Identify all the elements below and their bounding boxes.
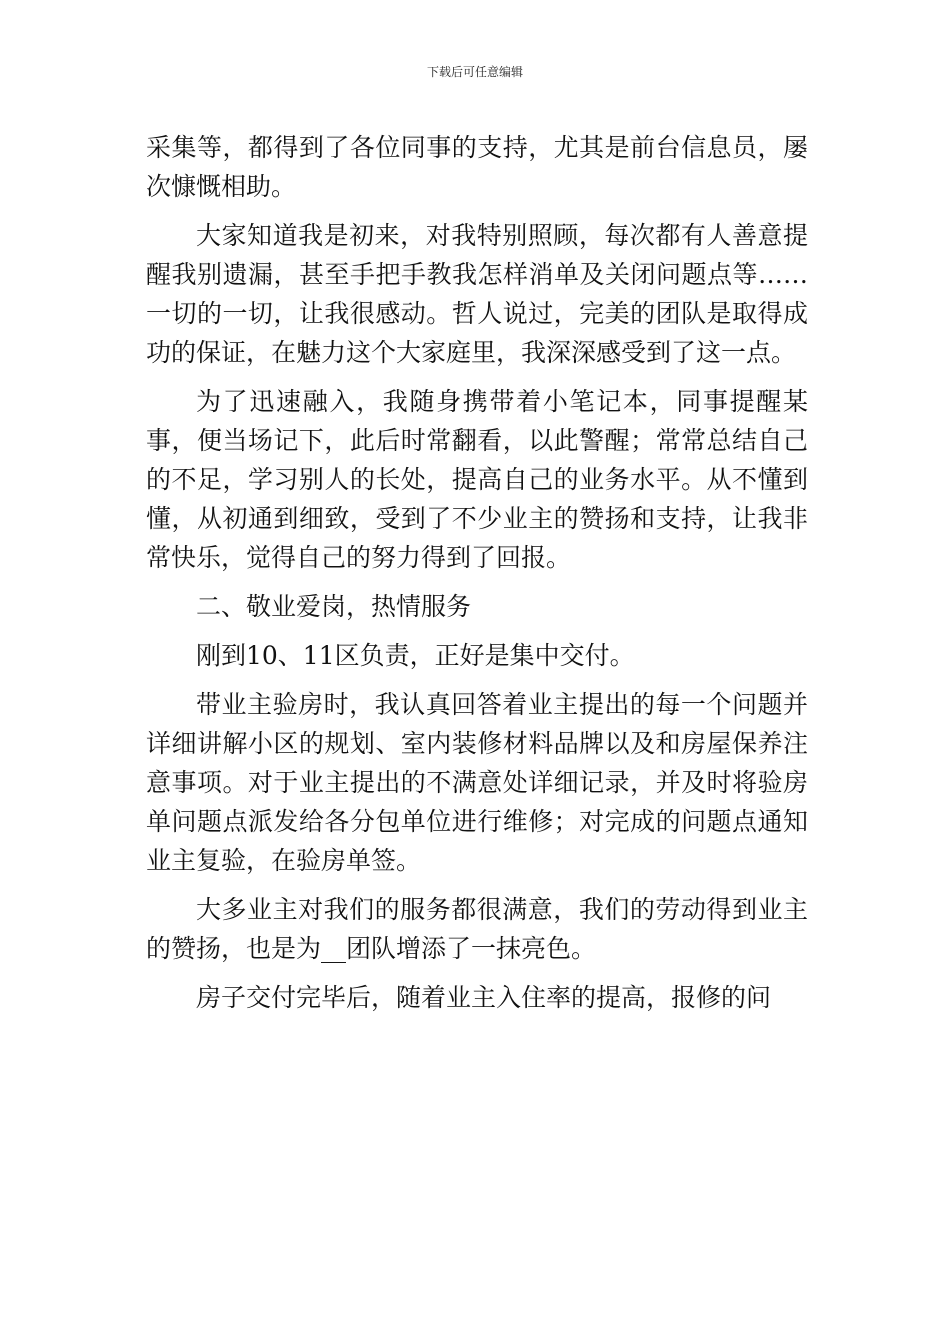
page-header: 下载后可任意编辑	[426, 65, 523, 79]
paragraph: 大家知道我是初来，对我特别照顾，每次都有人善意提醒我别遗漏，甚至手把手教我怎样消单及关闭问题点等……一切的一切，让我很感动。哲人说过，完美的团队是取得成功的保证，在魅力这个大家庭里，我深深感受到了这一点。	[146, 221, 808, 367]
document-body	[146, 128, 808, 1027]
paragraph: 为了迅速融入，我随身携带着小笔记本，同事提醒某事，便当场记下，此后时常翻看，以此警醒；常常总结自己的不足，学习别人的长处，提高自己的业务水平。从不懂到懂，从初通到细致，受到了不少业主的赞扬和支持，让我非常快乐，觉得自己的努力得到了回报。	[146, 387, 808, 572]
paragraph: 带业主验房时，我认真回答着业主提出的每一个问题并详细讲解小区的规划、室内装修材料品牌以及和房屋保养注意事项。对于业主提出的不满意处详细记录，并及时将验房单问题点派发给各分包单位进行维修；对完成的问题点通知业主复验，在验房单签。	[146, 690, 808, 875]
section-heading: 二、敬业爱岗，热情服务	[196, 592, 472, 621]
paragraph: 刚到10、11区负责，正好是集中交付。	[196, 641, 635, 670]
paragraph: 大多业主对我们的服务都很满意，我们的劳动得到业主的赞扬，也是为__团队增添了一抹亮色。	[146, 895, 808, 963]
paragraph: 房子交付完毕后，随着业主入住率的提高，报修的问	[196, 983, 772, 1012]
paragraph: 采集等，都得到了各位同事的支持，尤其是前台信息员，屡次慷慨相助。	[146, 133, 808, 201]
